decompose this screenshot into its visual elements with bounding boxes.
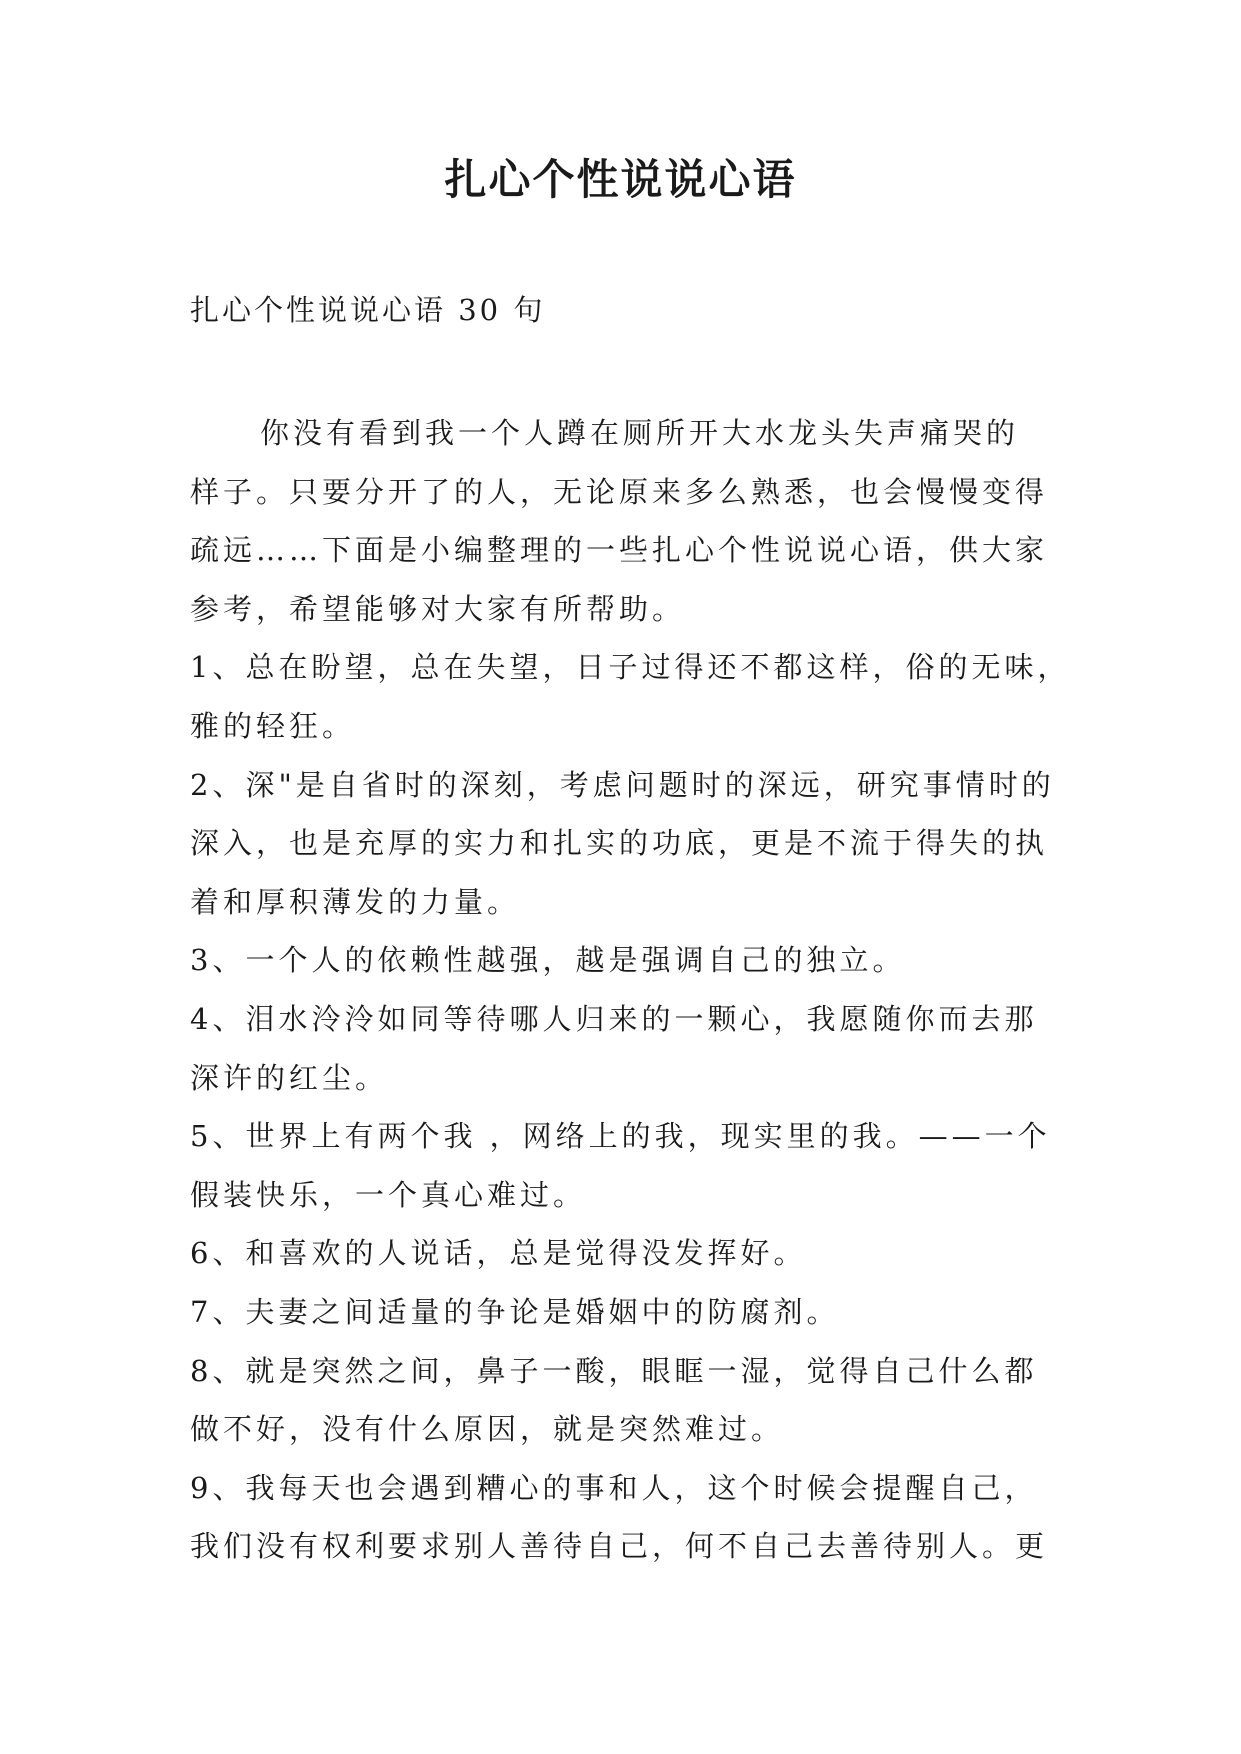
body-line: 8、就是突然之间，鼻子一酸，眼眶一湿，觉得自己什么都: [190, 1353, 1038, 1388]
body-line: 你没有看到我一个人蹲在厕所开大水龙头失声痛哭的: [260, 416, 1020, 450]
body-line: 9、我每天也会遇到糟心的事和人，这个时候会提醒自己，: [190, 1470, 1038, 1505]
body-line: 着和厚积薄发的力量。: [190, 884, 521, 919]
body-line: 6、和喜欢的人说话，总是觉得没发挥好。: [190, 1236, 807, 1271]
body-line: 假装快乐，一个真心难过。: [190, 1177, 587, 1212]
document-body: [190, 404, 1071, 1576]
body-line: 雅的轻狂。: [190, 708, 356, 743]
body-line: 样子。只要分开了的人，无论原来多么熟悉，也会慢慢变得: [190, 474, 1049, 509]
body-line: 我们没有权利要求别人善待自己，何不自己去善待别人。更: [190, 1529, 1049, 1564]
body-line: 深许的红尘。: [190, 1060, 389, 1095]
body-line: 3、一个人的依赖性越强，越是强调自己的独立。: [190, 943, 906, 978]
body-line: 疏远……下面是小编整理的一些扎心个性说说心语，供大家: [190, 533, 1049, 568]
document-title: 扎心个性说说心语: [444, 155, 797, 204]
body-line: 4、泪水泠泠如同等待哪人归来的一颗心，我愿随你而去那: [190, 1001, 1038, 1036]
body-line: 7、夫妻之间适量的争论是婚姻中的防腐剂。: [190, 1294, 840, 1329]
body-line: 1、总在盼望，总在失望，日子过得还不都这样，俗的无味，: [190, 650, 1071, 685]
body-line: 2、深"是自省时的深刻，考虑问题时的深远，研究事情时的: [190, 767, 1055, 802]
body-line: 做不好，没有什么原因，就是突然难过。: [190, 1412, 785, 1447]
body-line: 参考，希望能够对大家有所帮助。: [190, 591, 686, 626]
body-line: 深入，也是充厚的实力和扎实的功底，更是不流于得失的执: [190, 826, 1049, 861]
document-subtitle: 扎心个性说说心语 30 句: [190, 293, 546, 327]
body-line: 5、世界上有两个我 ，网络上的我，现实里的我。——一个: [190, 1119, 1051, 1154]
